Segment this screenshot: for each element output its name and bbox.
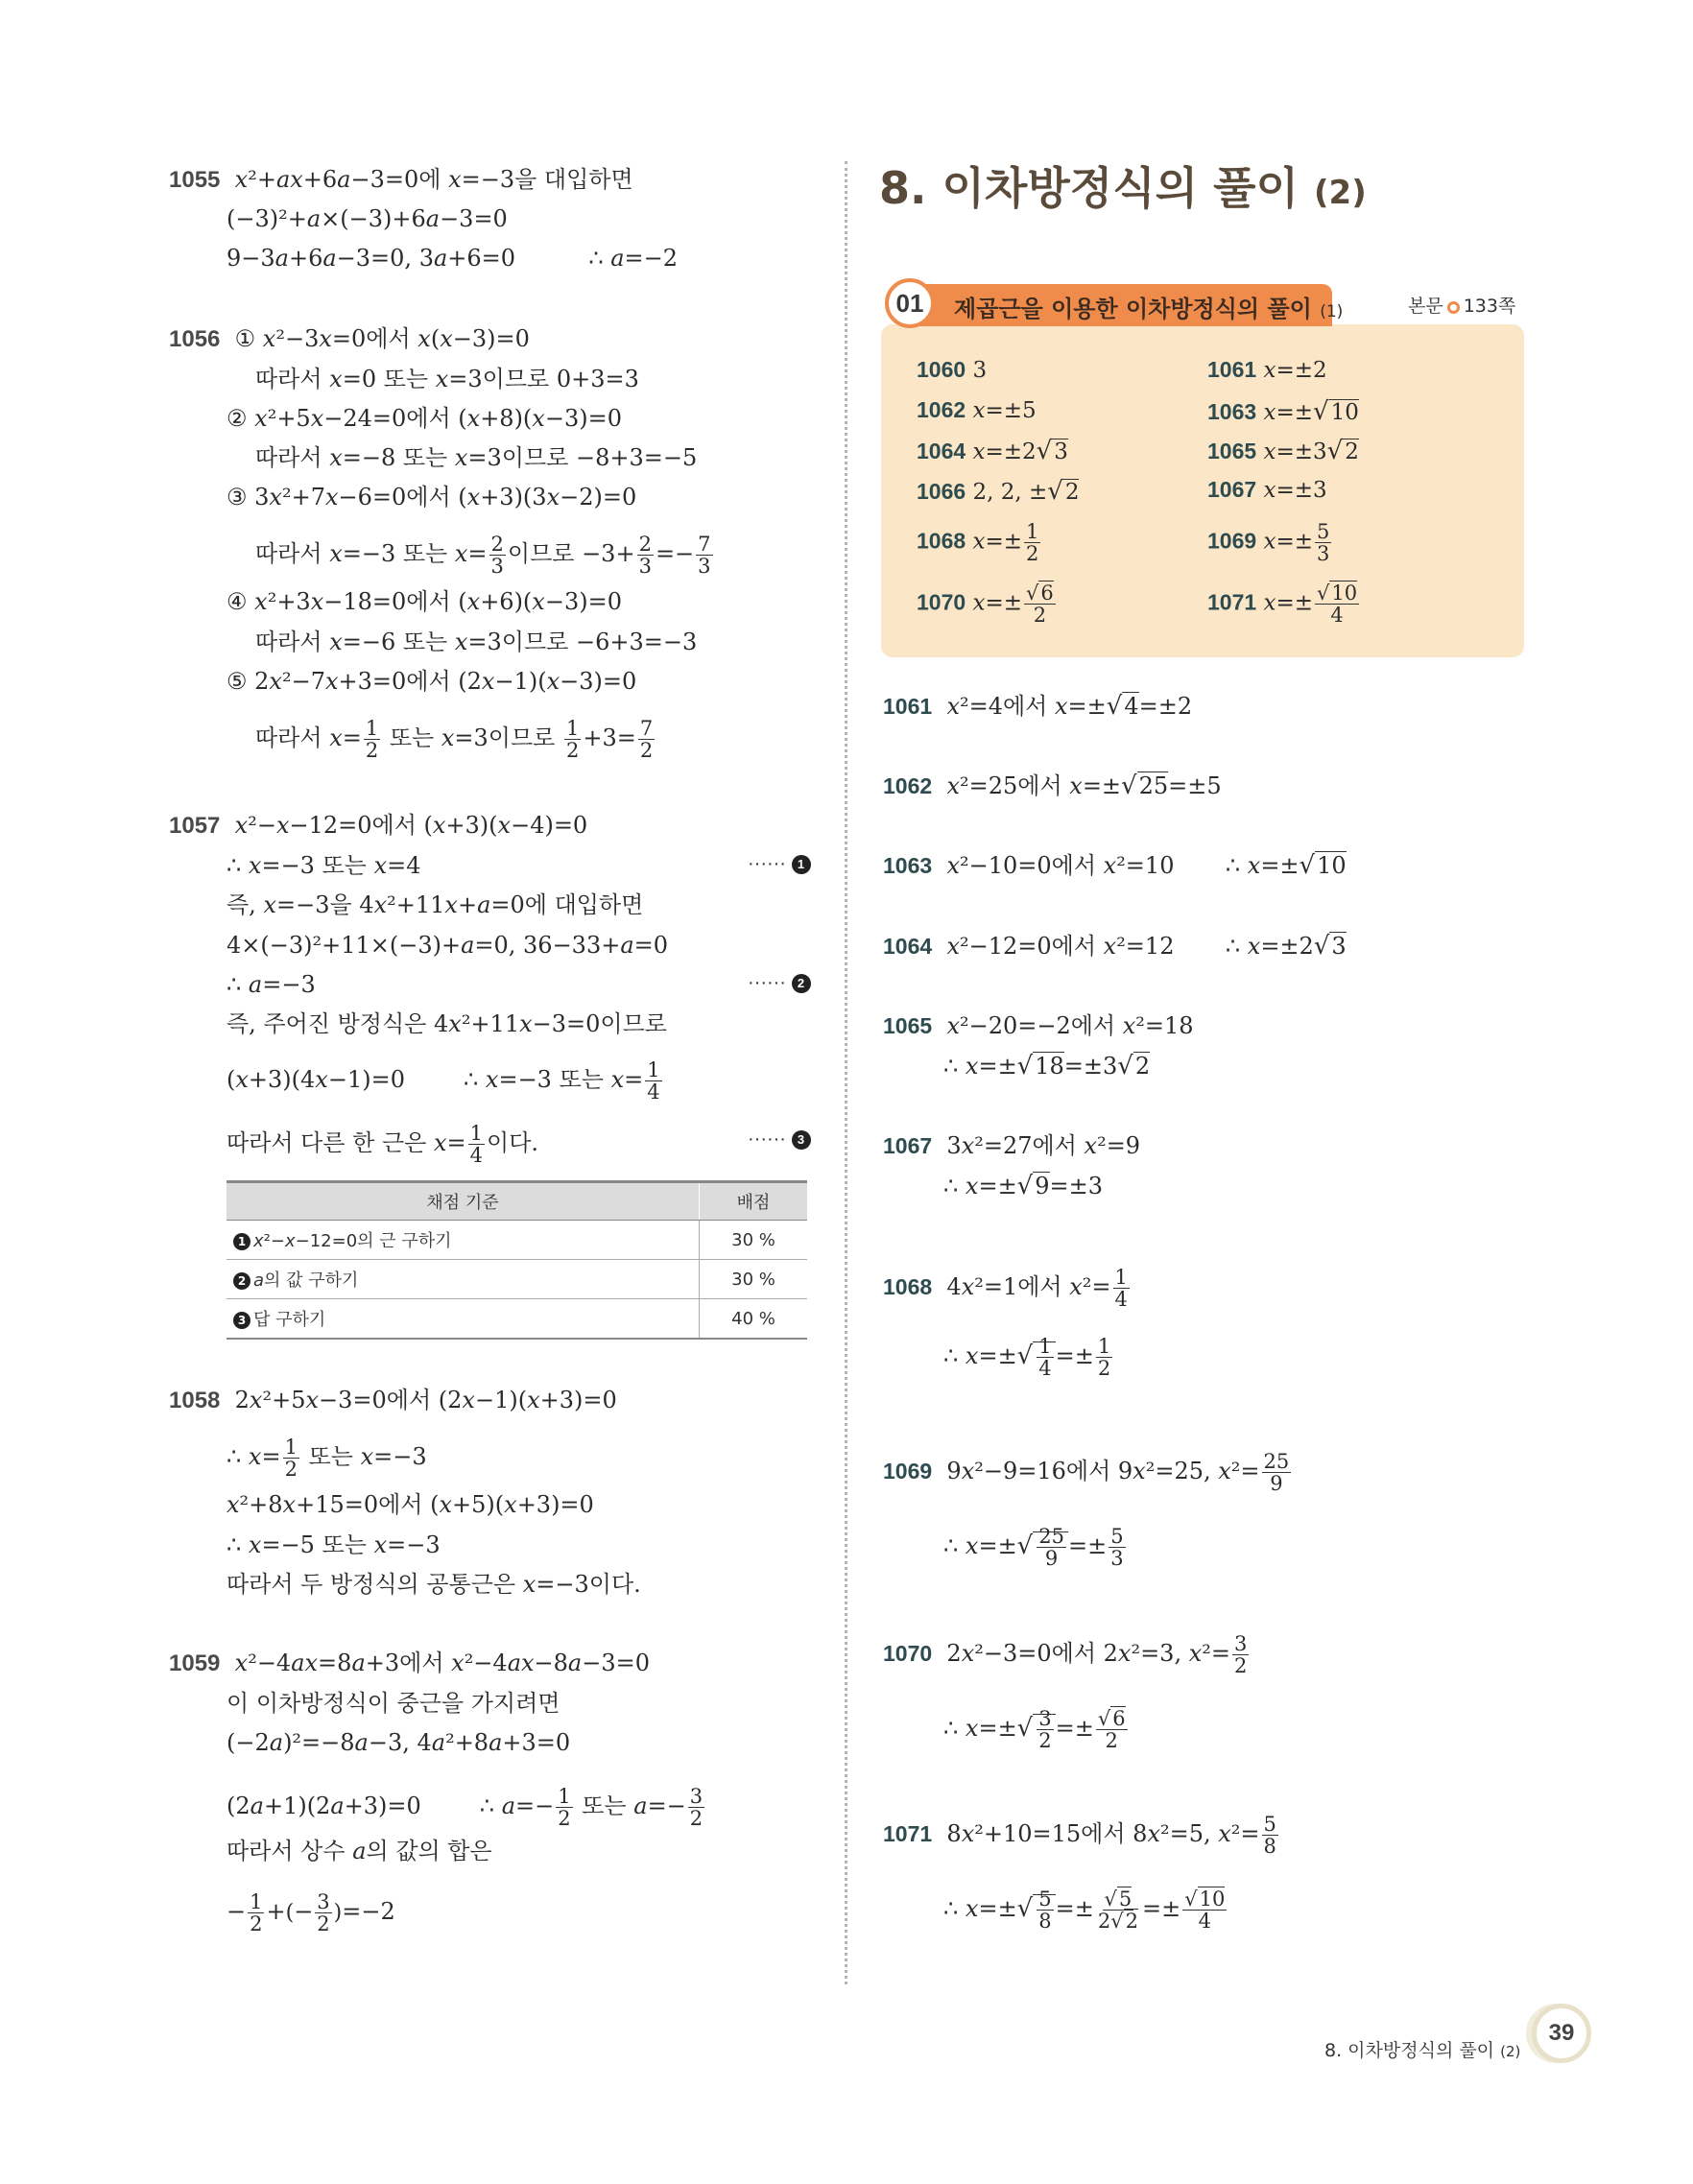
page-number: 39 <box>1532 2004 1591 2063</box>
step-mark-2: ······ 2 <box>748 972 811 994</box>
grading-row: 3 답 구하기 40 % <box>227 1299 807 1340</box>
step-mark-3: ······ 3 <box>748 1128 811 1151</box>
category-number: 01 <box>885 278 935 328</box>
category-label: 제곱근을 이용한 이차방정식의 풀이 (1) <box>954 296 1344 322</box>
grading-row: 1 x²−x−12=0의 근 구하기 30 % <box>227 1221 807 1260</box>
footer-chapter: 8. 이차방정식의 풀이 (2) <box>1324 2040 1521 2061</box>
step-mark-1: ······ 1 <box>748 853 811 875</box>
grading-header-criteria: 채점 기준 <box>227 1182 700 1221</box>
grading-row: 2 a의 값 구하기 30 % <box>227 1260 807 1299</box>
section-title: 8. 이차방정식의 풀이 (2) <box>879 162 1367 214</box>
grading-header-points: 배점 <box>700 1182 808 1221</box>
circle-arrow-icon <box>1447 301 1460 314</box>
textbook-reference: 본문 133쪽 <box>1408 296 1516 317</box>
column-divider <box>845 161 847 1984</box>
grading-table <box>227 1180 807 1340</box>
